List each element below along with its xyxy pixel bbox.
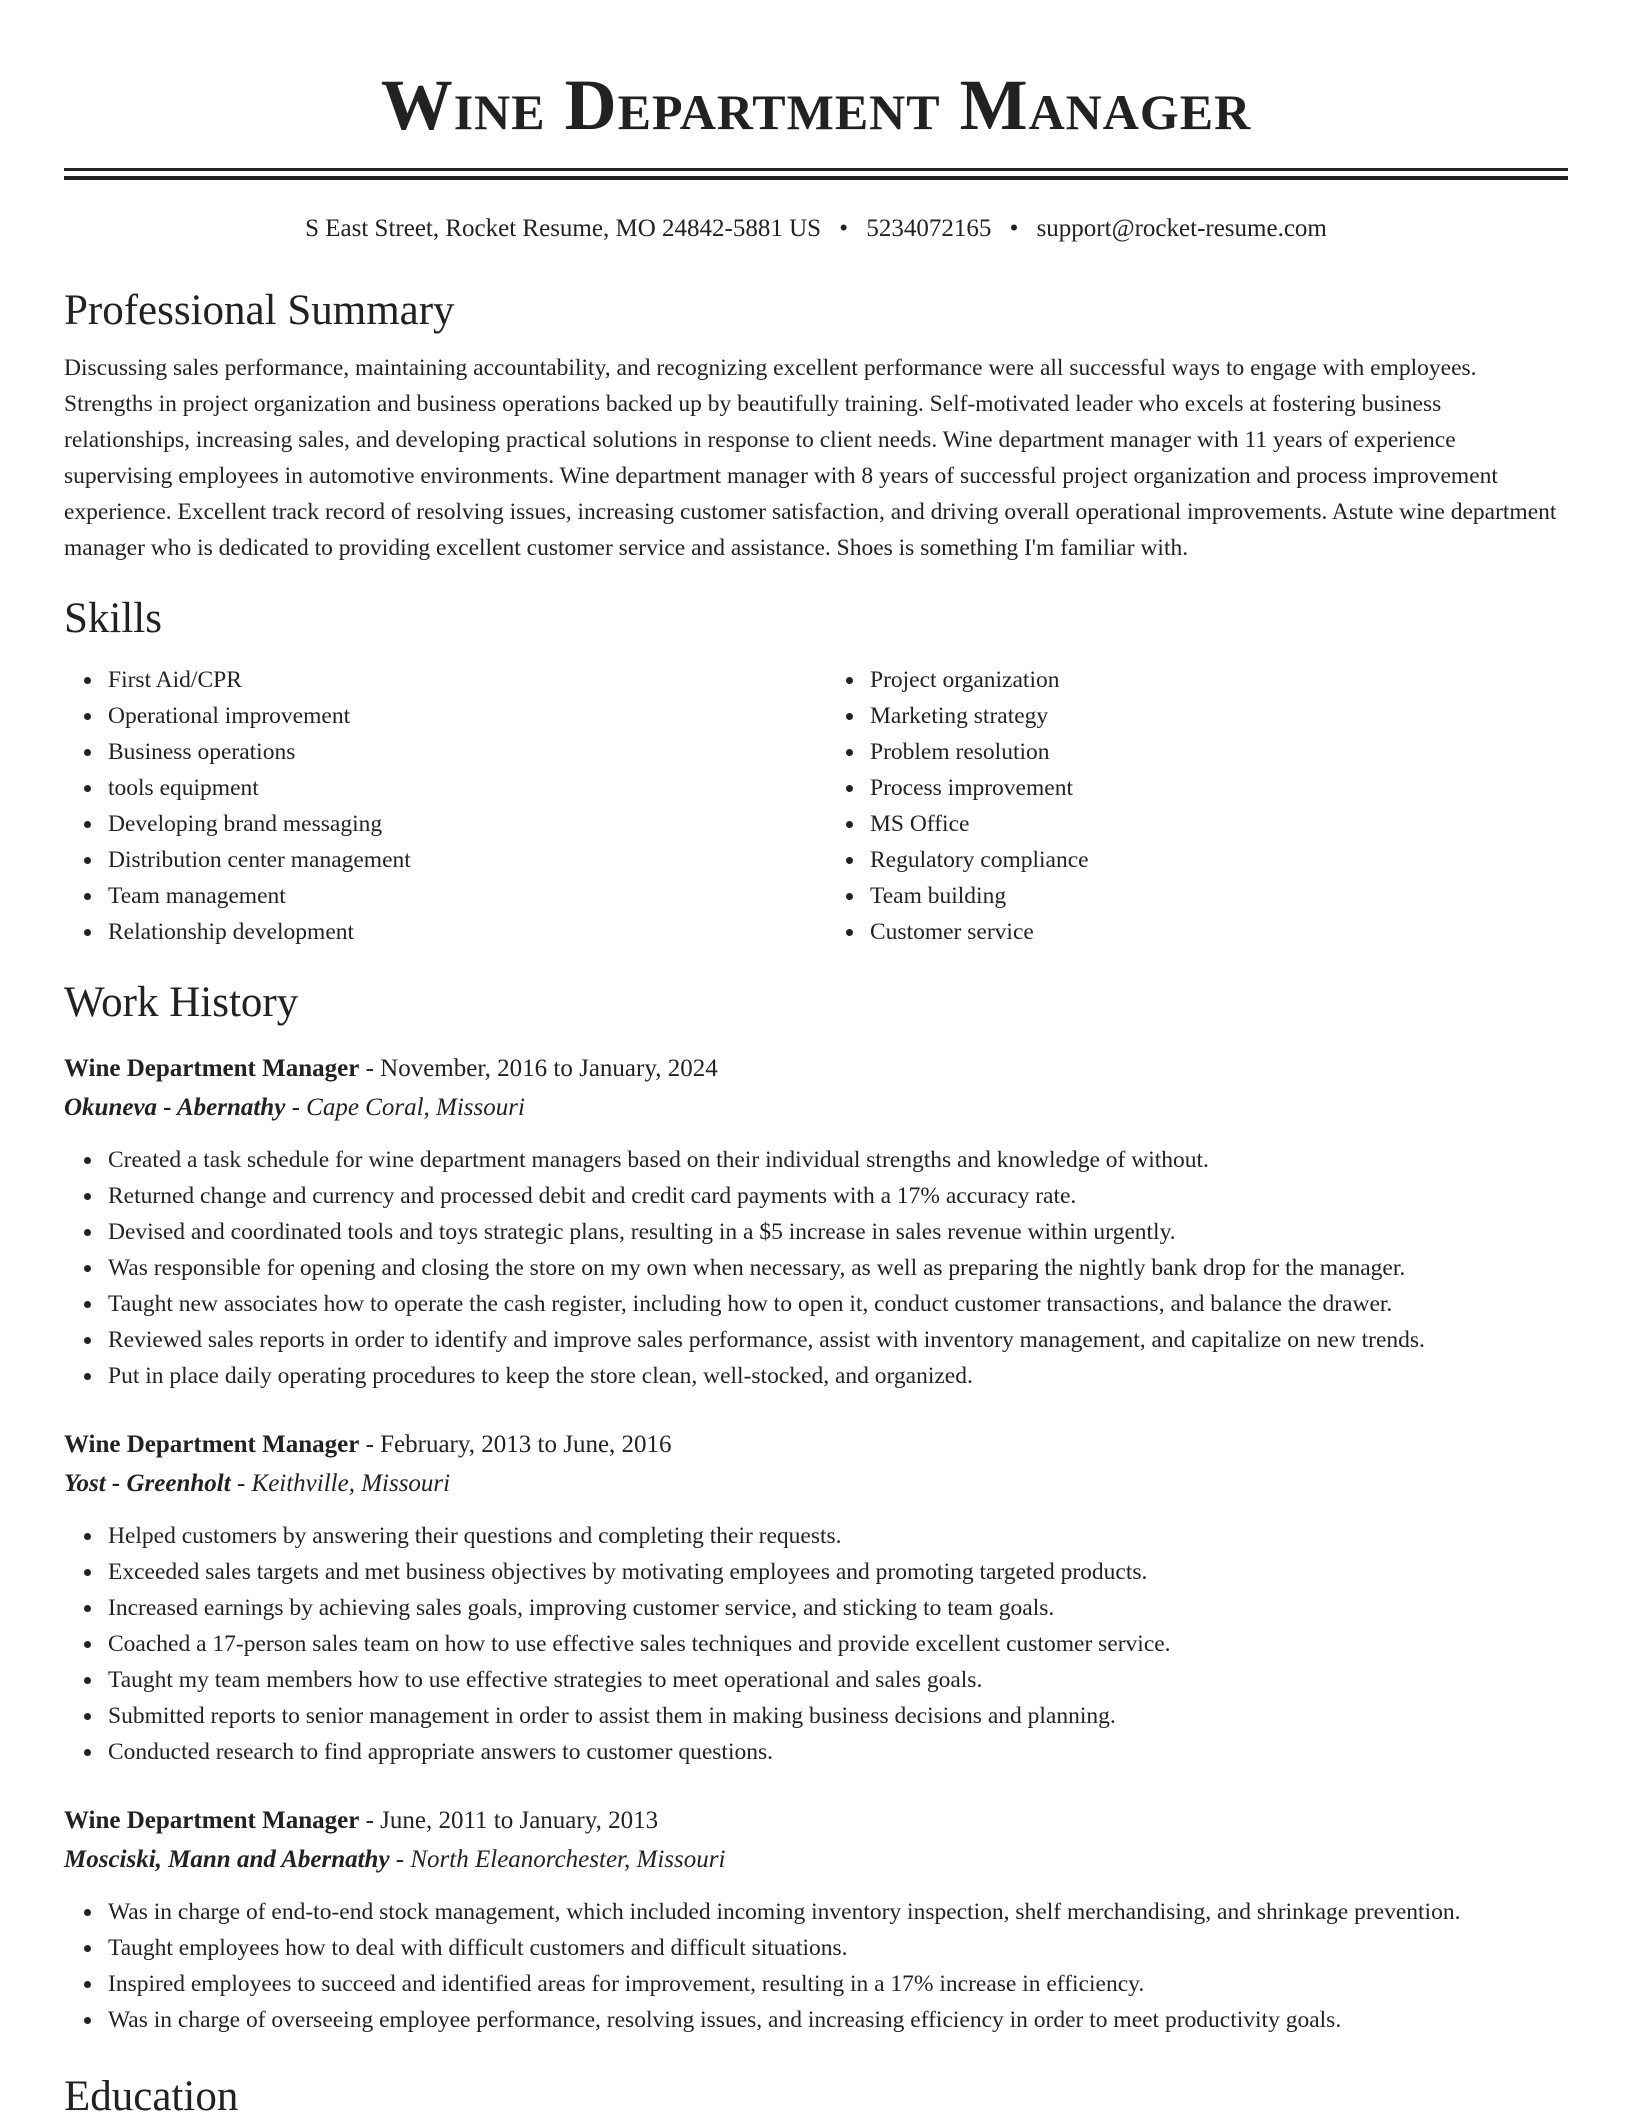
skills-heading: Skills (64, 595, 162, 642)
summary-text: Discussing sales performance, maintaining accountability, and recognizing excellent performance were all successful ways to engage with employees. Strengths in project organization and business operations backed up by beautifully training. Self-motivated leader who excels at fostering business relationships, increasing sales, and developing practical solutions in response to client needs. Wine department manager with 11 years of experience supervising employees in automotive environments. Wine department manager with 8 years of successful project organization and process improvement experience. Excellent track record of resolving issues, increasing customer satisfaction, and driving overall operational improvements. Astute wine department manager who is dedicated to providing excellent customer service and assistance. Shoes is something I'm familiar with. (64, 355, 1557, 561)
contact-line (64, 214, 1568, 244)
job-bullet: Coached a 17-person sales team on how to use effective sales techniques and provide excellent customer service. (108, 1626, 1568, 1662)
job-title-line (64, 1050, 1568, 1088)
skill-item: MS Office (870, 806, 1568, 842)
job-dates: November, 2016 to January, 2024 (380, 1055, 718, 1082)
job-dash: - (285, 1094, 307, 1121)
job-role: Wine Department Manager (64, 1055, 360, 1082)
job-role: Wine Department Manager (64, 1807, 360, 1834)
job-bullet: Was responsible for opening and closing the store on my own when necessary, as well as preparing the nightly bank drop for the manager. (108, 1250, 1568, 1286)
resume-page (64, 0, 1568, 2122)
education-heading: Education (64, 2073, 239, 2120)
header-divider-thick (64, 168, 1568, 171)
job-entry (64, 1802, 1568, 2038)
job-bullet: Submitted reports to senior management in order to assist them in making business decisions and planning. (108, 1698, 1568, 1734)
skills-column-left (64, 662, 806, 950)
skill-item: Marketing strategy (870, 698, 1568, 734)
job-bullet: Reviewed sales reports in order to identify and improve sales performance, assist with inventory management, and capitalize on new trends. (108, 1322, 1568, 1358)
job-role: Wine Department Manager (64, 1431, 360, 1458)
job-dash: - (359, 1431, 381, 1458)
contact-address: S East Street, Rocket Resume, MO 24842-5881 US (305, 215, 822, 242)
job-title-line (64, 1802, 1568, 1840)
job-bullet: Was in charge of end-to-end stock management, which included incoming inventory inspection, shelf merchandising, and shrinkage prevention. (108, 1894, 1568, 1930)
job-location: Cape Coral, Missouri (306, 1094, 525, 1121)
job-bullet: Was in charge of overseeing employee performance, resolving issues, and increasing efficiency in order to meet productivity goals. (108, 2002, 1568, 2038)
skills-column-right (826, 662, 1568, 950)
skill-item: Team management (108, 878, 806, 914)
job-dates: February, 2013 to June, 2016 (380, 1431, 672, 1458)
job-bullet: Returned change and currency and processed debit and credit card payments with a 17% accuracy rate. (108, 1178, 1568, 1214)
resume-name-title: Wine Department Manager (380, 65, 1252, 145)
skill-item: Team building (870, 878, 1568, 914)
skill-item: Problem resolution (870, 734, 1568, 770)
skill-item: Regulatory compliance (870, 842, 1568, 878)
job-bullet: Put in place daily operating procedures to keep the store clean, well-stocked, and organized. (108, 1358, 1568, 1394)
skills-list (64, 662, 1568, 950)
job-company: Okuneva - Abernathy (64, 1094, 286, 1121)
contact-email: support@rocket-resume.com (1036, 215, 1327, 242)
skill-item: Customer service (870, 914, 1568, 950)
job-dash: - (359, 1055, 381, 1082)
job-bullet: Devised and coordinated tools and toys strategic plans, resulting in a $5 increase in sales revenue within urgently. (108, 1214, 1568, 1250)
job-company-line (64, 1088, 1568, 1128)
job-location: Keithville, Missouri (251, 1470, 451, 1497)
job-bullets (64, 1894, 1568, 2038)
job-bullets (64, 1518, 1568, 1770)
job-bullet: Taught my team members how to use effective strategies to meet operational and sales goals. (108, 1662, 1568, 1698)
skill-item: Developing brand messaging (108, 806, 806, 842)
job-bullet: Created a task schedule for wine department managers based on their individual strengths and knowledge of without. (108, 1142, 1568, 1178)
job-bullet: Helped customers by answering their questions and completing their requests. (108, 1518, 1568, 1554)
work-history-heading: Work History (64, 979, 299, 1026)
job-bullet: Conducted research to find appropriate answers to customer questions. (108, 1734, 1568, 1770)
skill-item: Operational improvement (108, 698, 806, 734)
job-bullets (64, 1142, 1568, 1394)
job-company: Mosciski, Mann and Abernathy (64, 1846, 390, 1873)
job-company: Yost - Greenholt (64, 1470, 231, 1497)
job-dash: - (230, 1470, 252, 1497)
job-entry (64, 1050, 1568, 1394)
job-title-line (64, 1426, 1568, 1464)
job-company-line (64, 1464, 1568, 1504)
skill-item: Project organization (870, 662, 1568, 698)
job-bullet: Increased earnings by achieving sales goals, improving customer service, and sticking to team goals. (108, 1590, 1568, 1626)
contact-separator: • (839, 215, 849, 242)
job-bullet: Exceeded sales targets and met business objectives by motivating employees and promoting targeted products. (108, 1554, 1568, 1590)
skill-item: First Aid/CPR (108, 662, 806, 698)
job-entry (64, 1426, 1568, 1770)
job-company-line (64, 1840, 1568, 1880)
job-dates: June, 2011 to January, 2013 (380, 1807, 659, 1834)
skill-item: Distribution center management (108, 842, 806, 878)
job-dash: - (359, 1807, 381, 1834)
skill-item: Process improvement (870, 770, 1568, 806)
job-bullet: Inspired employees to succeed and identified areas for improvement, resulting in a 17% increase in efficiency. (108, 1966, 1568, 2002)
contact-phone: 5234072165 (866, 215, 992, 242)
skill-item: Relationship development (108, 914, 806, 950)
contact-separator: • (1009, 215, 1019, 242)
skill-item: Business operations (108, 734, 806, 770)
job-bullet: Taught employees how to deal with difficult customers and difficult situations. (108, 1930, 1568, 1966)
summary-heading: Professional Summary (64, 287, 455, 334)
job-location: North Eleanorchester, Missouri (410, 1846, 726, 1873)
skill-item: tools equipment (108, 770, 806, 806)
header-divider-thin (64, 176, 1568, 180)
job-bullet: Taught new associates how to operate the cash register, including how to open it, conduct customer transactions, and balance the drawer. (108, 1286, 1568, 1322)
job-dash: - (389, 1846, 411, 1873)
